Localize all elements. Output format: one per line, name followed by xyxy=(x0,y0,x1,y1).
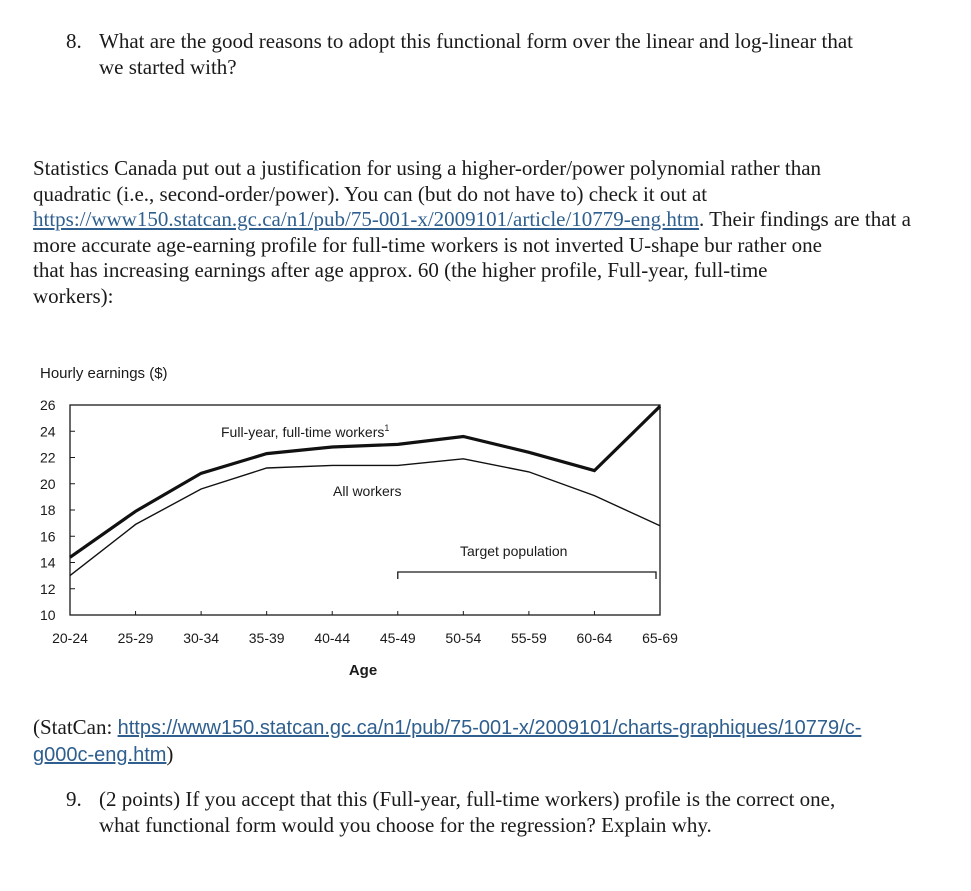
y-tick-label: 18 xyxy=(40,502,56,518)
x-tick-label: 40-44 xyxy=(314,630,351,646)
question-8-line-1: What are the good reasons to adopt this functional form over the linear and log-linear that xyxy=(99,29,854,53)
citation-line-2 xyxy=(33,741,933,768)
citation-prefix: (StatCan: xyxy=(33,715,118,739)
y-tick-label: 16 xyxy=(40,528,56,545)
paragraph-line-1: Statistics Canada put out a justification for using a higher-order/power polynomial rather than xyxy=(33,156,822,180)
y-tick-label: 12 xyxy=(40,580,56,597)
citation xyxy=(33,714,933,768)
question-8-number: 8. xyxy=(66,29,82,53)
article-link[interactable]: https://www150.statcan.gc.ca/n1/pub/75-001-x/2009101/article/10779-eng.htm xyxy=(33,207,700,232)
paragraph-line-5: that has increasing earnings after age approx. 60 (the higher profile, Full-year, full-time xyxy=(33,258,768,283)
question-9-line-2: what functional form would you choose for the regression? Explain why. xyxy=(99,813,712,837)
x-tick-label: 60-64 xyxy=(576,630,613,646)
x-tick-label: 20-24 xyxy=(52,630,88,646)
chart-link-part-1[interactable]: https://www150.statcan.gc.ca/n1/pub/75-001-x/2009101/charts-graphiques/10779/c- xyxy=(117,717,862,739)
paragraph-line-4: more accurate age-earning profile for full-time workers is not inverted U-shape bur rather one xyxy=(33,232,822,257)
chart-xlabel: Age xyxy=(348,662,378,679)
x-tick-label: 25-29 xyxy=(117,630,154,646)
paragraph-line-2: quadratic (i.e., second-order/power). You can (but do not have to) check it out at xyxy=(33,181,708,206)
question-9-line-1: (2 points) If you accept that this (Full-year, full-time workers) profile is the correct one, xyxy=(99,787,836,811)
x-tick-label: 55-59 xyxy=(510,630,547,646)
y-tick-label: 22 xyxy=(40,449,56,466)
paragraph-line-3-rest: . Their findings are that a xyxy=(699,207,911,232)
y-tick-label: 24 xyxy=(40,423,56,440)
citation-line-1 xyxy=(33,714,933,741)
x-tick-label: 35-39 xyxy=(248,630,285,646)
citation-suffix: ) xyxy=(166,742,174,766)
y-tick-label: 26 xyxy=(40,397,56,413)
y-tick-label: 20 xyxy=(40,475,56,492)
series-label-all-workers: All workers xyxy=(333,483,402,499)
y-tick-label: 14 xyxy=(40,554,56,571)
question-8-line-2: we started with? xyxy=(99,55,237,79)
chart-ylabel: Hourly earnings ($) xyxy=(40,365,168,382)
x-tick-label: 50-54 xyxy=(445,630,482,646)
question-9-text xyxy=(99,786,835,838)
y-tick-label: 10 xyxy=(40,607,56,623)
target-population-bracket xyxy=(398,572,656,579)
chart-link-part-2[interactable]: g000c-eng.htm xyxy=(33,744,167,766)
x-tick-label: 65-69 xyxy=(642,630,678,646)
target-population-label: Target population xyxy=(460,543,568,559)
question-9-number: 9. xyxy=(66,787,82,811)
paragraph-line-6: workers): xyxy=(33,283,114,308)
x-tick-label: 45-49 xyxy=(379,630,416,646)
series-line-all-workers xyxy=(70,459,660,576)
series-label-full-year: Full-year, full-time workers$^1$ xyxy=(221,423,390,440)
x-tick-label: 30-34 xyxy=(183,630,220,646)
